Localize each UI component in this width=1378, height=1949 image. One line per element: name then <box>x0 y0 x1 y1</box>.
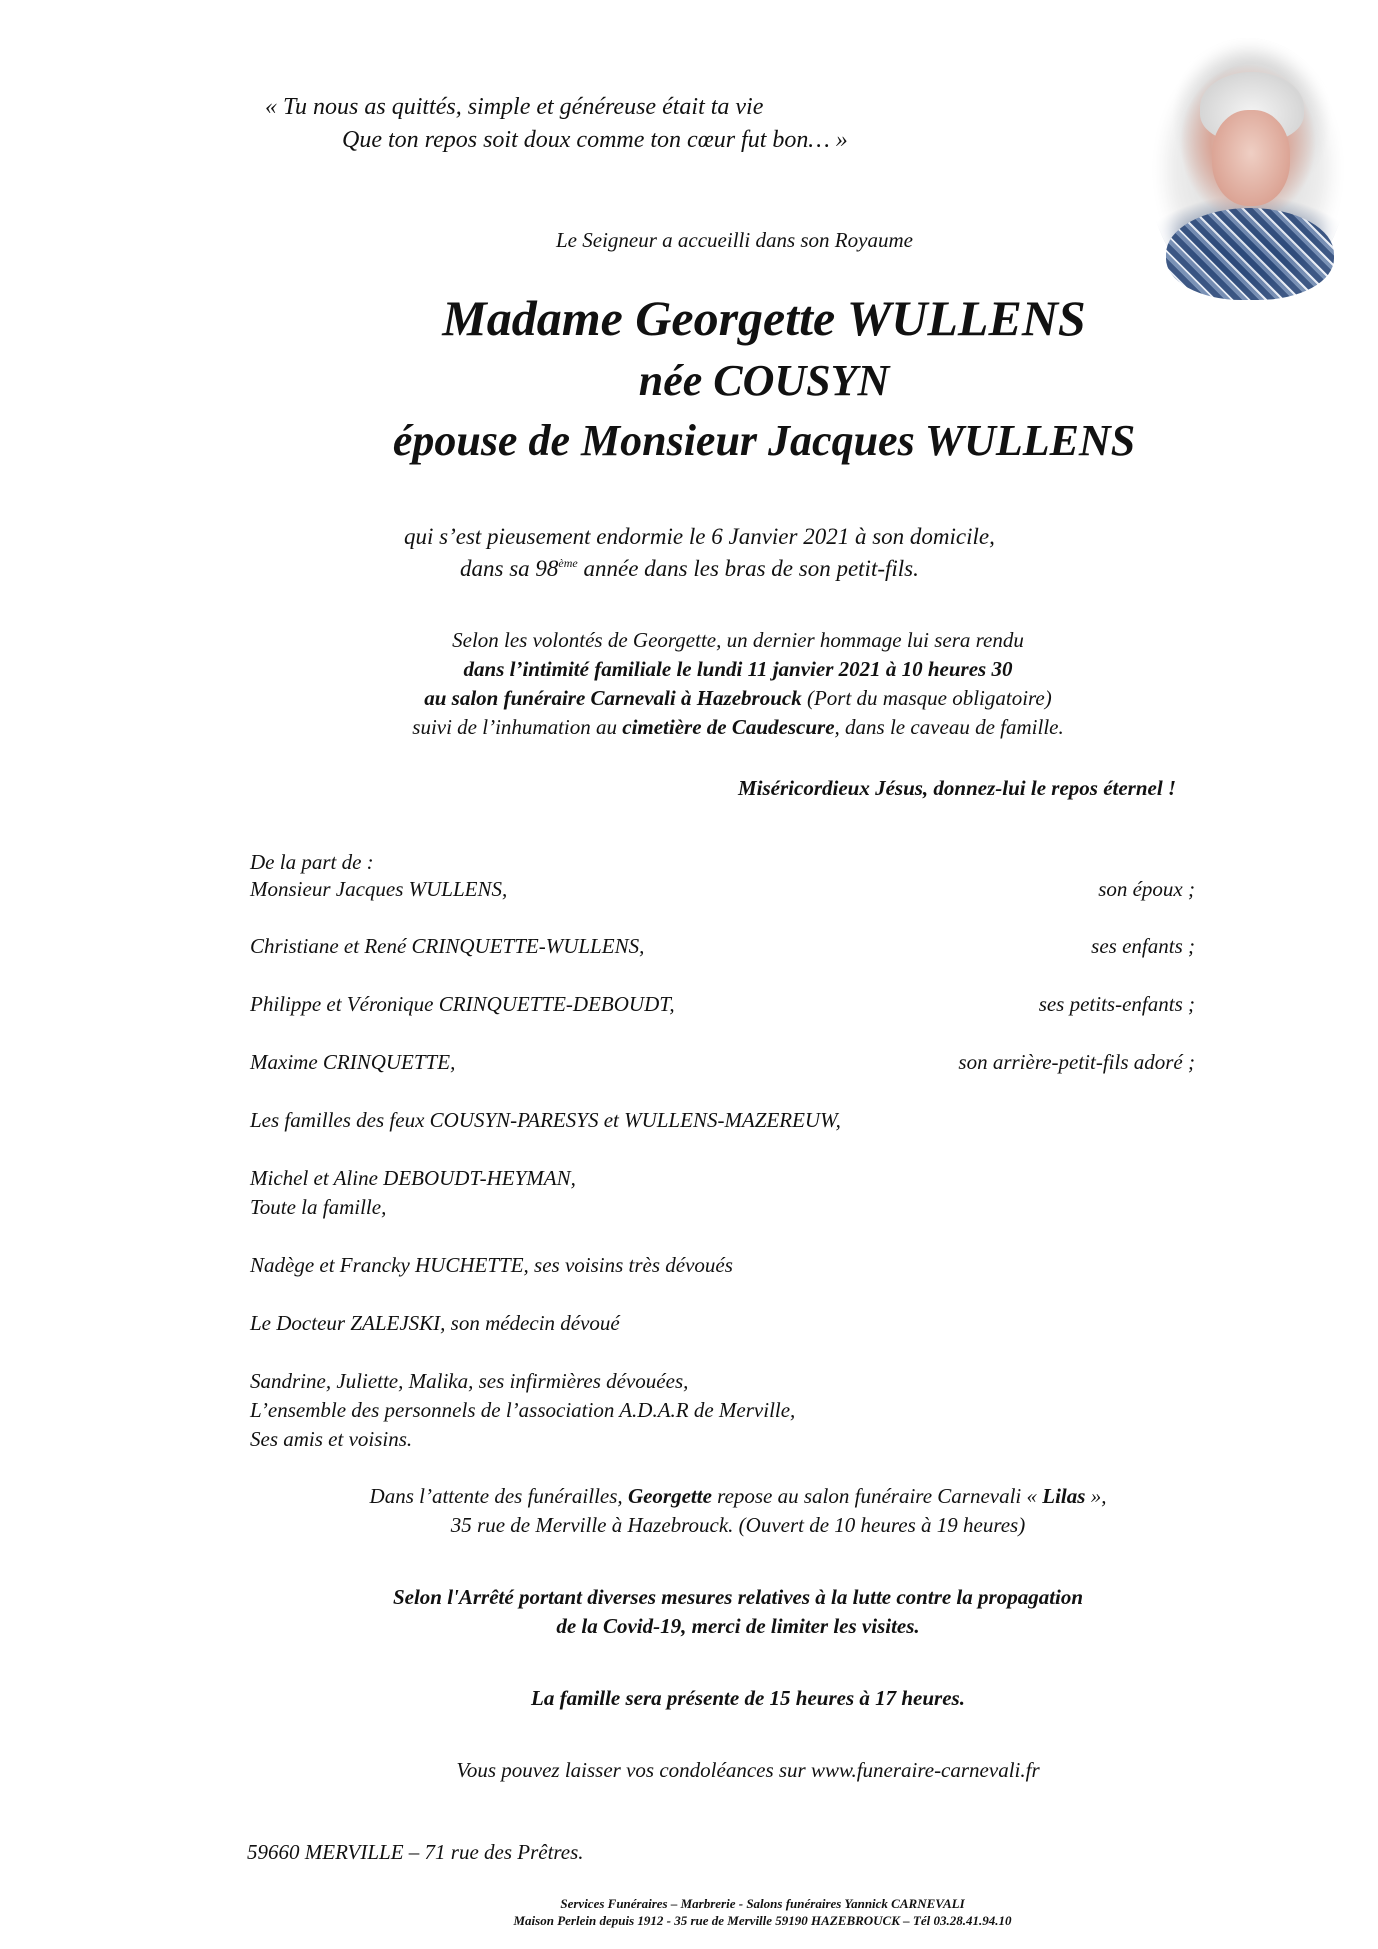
portrait-face <box>1212 110 1290 206</box>
family-name: Maxime CRINQUETTE, <box>250 1050 456 1074</box>
quote-line-2: Que ton repos soit doux comme ton cœur fut bon… » <box>342 127 848 153</box>
family-relation: ses enfants ; <box>1091 934 1195 958</box>
family-line: Nadège et Francky HUCHETTE, ses voisins très dévoués <box>250 1253 733 1277</box>
family-relation: son époux ; <box>1098 877 1195 901</box>
family-line: Les familles des feux COUSYN-PARESYS et WULLENS-MAZEREUW, <box>250 1108 841 1132</box>
ceremony-line-2: dans l’intimité familiale le lundi 11 janvier 2021 à 10 heures 30 <box>463 657 1013 681</box>
family-relation: ses petits-enfants ; <box>1038 992 1195 1016</box>
footer-line-2: Maison Perlein depuis 1912 - 35 rue de Merville 59190 HAZEBROUCK – Tél 03.28.41.94.10 <box>513 1913 1012 1928</box>
footer-line-1: Services Funéraires – Marbrerie - Salons funéraires Yannick CARNEVALI <box>560 1896 965 1911</box>
ordinal-suffix: ème <box>558 556 578 570</box>
quote-line-1: « Tu nous as quittés, simple et généreuse était ta vie <box>265 94 764 120</box>
family-row-spouse <box>250 875 1195 904</box>
deceased-name: Madame Georgette WULLENS <box>442 290 1086 346</box>
family-row-grandchildren <box>250 990 1195 1019</box>
ceremony-line-1: Selon les volontés de Georgette, un dernier hommage lui sera rendu <box>452 628 1024 652</box>
family-intro: De la part de : <box>250 850 374 874</box>
family-line: Toute la famille, <box>250 1195 387 1219</box>
rest-line-2: 35 rue de Merville à Hazebrouck. (Ouvert de 10 heures à 19 heures) <box>450 1513 1026 1537</box>
covid-line-2: de la Covid-19, merci de limiter les visites. <box>556 1614 920 1638</box>
portrait-photo <box>1148 38 1348 300</box>
presence-text: La famille sera présente de 15 heures à 17 heures. <box>531 1686 965 1710</box>
ceremony-line-4: suivi de l’inhumation au cimetière de Caudescure, dans le caveau de famille. <box>412 715 1064 739</box>
family-name: Philippe et Véronique CRINQUETTE-DEBOUDT, <box>250 992 675 1016</box>
prayer-text: Miséricordieux Jésus, donnez-lui le repos éternel ! <box>738 776 1177 800</box>
family-line: Michel et Aline DEBOUDT-HEYMAN, <box>250 1166 576 1190</box>
covid-line-1: Selon l'Arrêté portant diverses mesures relatives à la lutte contre la propagation <box>392 1585 1084 1609</box>
intro-text: Le Seigneur a accueilli dans son Royaume <box>556 228 913 252</box>
rest-line-1: Dans l’attente des funérailles, Georgette repose au salon funéraire Carnevali « Lilas », <box>369 1484 1107 1508</box>
family-line: Le Docteur ZALEJSKI, son médecin dévoué <box>250 1311 620 1335</box>
family-row-great-grandchild <box>250 1048 1195 1077</box>
death-line-1: qui s’est pieusement endormie le 6 Janvier 2021 à son domicile, <box>404 524 995 549</box>
family-name: Monsieur Jacques WULLENS, <box>250 877 508 901</box>
family-row-children <box>250 932 1195 961</box>
ceremony-line-3: au salon funéraire Carnevali à Hazebrouck (Port du masque obligatoire) <box>424 686 1052 710</box>
family-line: L’ensemble des personnels de l’association A.D.A.R de Merville, <box>250 1398 796 1422</box>
family-name: Christiane et René CRINQUETTE-WULLENS, <box>250 934 645 958</box>
portrait-clothing <box>1166 208 1334 300</box>
maiden-name: née COUSYN <box>638 356 890 405</box>
address-text: 59660 MERVILLE – 71 rue des Prêtres. <box>247 1840 584 1864</box>
family-line: Ses amis et voisins. <box>250 1427 413 1451</box>
condolences-text: Vous pouvez laisser vos condoléances sur www.funeraire-carnevali.fr <box>456 1758 1040 1782</box>
family-line: Sandrine, Juliette, Malika, ses infirmières dévouées, <box>250 1369 689 1393</box>
family-relation: son arrière-petit-fils adoré ; <box>958 1050 1195 1074</box>
spouse-line: épouse de Monsieur Jacques WULLENS <box>392 416 1136 465</box>
death-line-2: dans sa 98ème année dans les bras de son petit-fils. <box>460 556 919 581</box>
